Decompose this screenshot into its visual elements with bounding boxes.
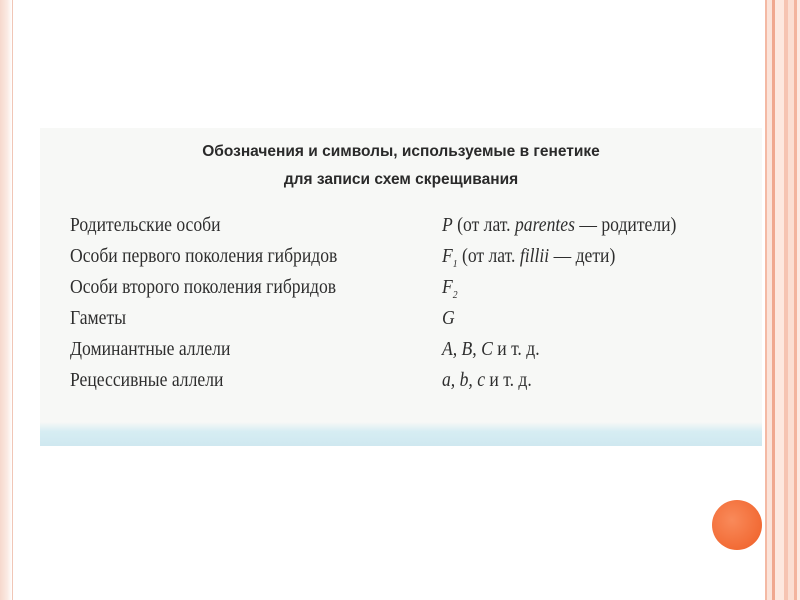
symbol-letter: G (442, 307, 455, 329)
symbol-letter: F (442, 245, 453, 267)
symbol-description: и т. д. (485, 369, 532, 391)
table-row-parents (40, 214, 762, 244)
row-label: Родительские особи (70, 214, 221, 236)
table-row-f2 (40, 276, 762, 306)
symbol-description: (от лат. parentes — родители) (452, 214, 677, 236)
symbol-letter: A, B, C (442, 338, 493, 360)
genetics-symbols-table-image (40, 128, 762, 446)
row-symbol (442, 214, 676, 239)
row-symbol (442, 276, 458, 301)
table-row-f1 (40, 245, 762, 275)
row-symbol (442, 369, 532, 394)
row-label: Гаметы (70, 307, 127, 329)
left-border-line (12, 0, 13, 600)
symbol-letter: F (442, 276, 453, 298)
row-symbol (442, 245, 615, 270)
scan-bottom-band (40, 422, 762, 446)
table-row-gametes (40, 307, 762, 337)
table-heading-line-2: для записи схем скрещивания (283, 171, 519, 188)
table-heading-line-1: Обозначения и символы, используемые в генетике (202, 143, 600, 160)
orange-circle-icon (712, 500, 762, 550)
symbol-description: и т. д. (492, 338, 540, 360)
left-decorative-border (0, 0, 12, 600)
row-symbol (442, 307, 455, 332)
table-row-recessive-alleles (40, 369, 762, 399)
symbol-letter: P (442, 214, 453, 236)
symbol-subscript: 2 (452, 289, 458, 301)
row-label: Рецессивные аллели (70, 369, 224, 391)
symbol-subscript: 1 (452, 258, 458, 270)
row-symbol (442, 338, 540, 363)
table-row-dominant-alleles (40, 338, 762, 368)
right-decorative-stripes (762, 0, 800, 600)
row-label: Особи второго поколения гибридов (70, 276, 337, 298)
table-heading (40, 138, 762, 194)
symbol-description: (от лат. fillii — дети) (457, 245, 616, 267)
row-label: Доминантные аллели (70, 338, 231, 360)
symbol-letter: a, b, c (442, 369, 486, 391)
row-label: Особи первого поколения гибридов (70, 245, 338, 267)
